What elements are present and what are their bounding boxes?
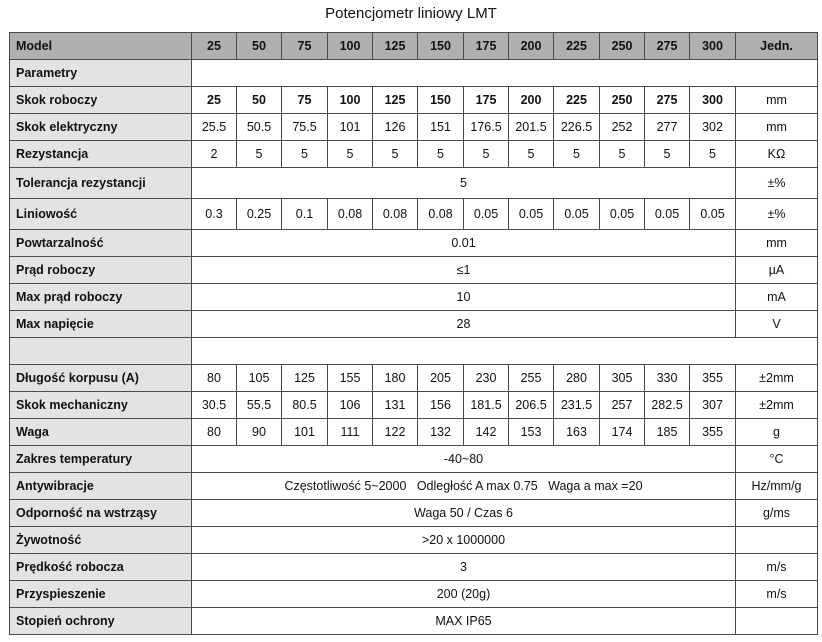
value-cell: 0.08 xyxy=(328,199,373,230)
value-cell: 176.5 xyxy=(464,114,509,141)
value-cell: 106 xyxy=(328,392,373,419)
merged-value-cell: -40~80 xyxy=(192,446,736,473)
table-row xyxy=(10,365,818,392)
merged-value-cell: 0.01 xyxy=(192,230,736,257)
row-label-skok-roboczy: Skok roboczy xyxy=(10,87,192,114)
table-row xyxy=(10,87,818,114)
row-label-przyspieszenie: Przyspieszenie xyxy=(10,581,192,608)
value-cell: 5 xyxy=(464,141,509,168)
value-cell: 5 xyxy=(645,141,690,168)
value-cell: 5 xyxy=(418,141,464,168)
unit-cell: g/ms xyxy=(736,500,818,527)
empty-cell xyxy=(192,60,818,87)
empty-cell xyxy=(192,338,818,365)
unit-cell: mA xyxy=(736,284,818,311)
row-label-parametry: Parametry xyxy=(10,60,192,87)
value-cell: 174 xyxy=(600,419,645,446)
row-label-zakres-temperatury: Zakres temperatury xyxy=(10,446,192,473)
value-cell: 25.5 xyxy=(192,114,237,141)
merged-value-cell: 5 xyxy=(192,168,736,199)
value-cell: 5 xyxy=(600,141,645,168)
value-cell: 355 xyxy=(690,365,736,392)
header-model-25: 25 xyxy=(192,33,237,60)
unit-cell: °C xyxy=(736,446,818,473)
table-row xyxy=(10,419,818,446)
row-label-liniowosc: Liniowość xyxy=(10,199,192,230)
unit-cell: µA xyxy=(736,257,818,284)
value-cell: 5 xyxy=(237,141,282,168)
value-cell: 0.08 xyxy=(373,199,418,230)
row-label-skok-elektryczny: Skok elektryczny xyxy=(10,114,192,141)
row-label-odpornosc: Odporność na wstrząsy xyxy=(10,500,192,527)
unit-cell: g xyxy=(736,419,818,446)
merged-value-cell: Częstotliwość 5~2000 Odległość A max 0.75 Waga a max =20 xyxy=(192,473,736,500)
row-label-prad-roboczy: Prąd roboczy xyxy=(10,257,192,284)
merged-value-cell: 10 xyxy=(192,284,736,311)
table-row xyxy=(10,581,818,608)
value-cell: 0.3 xyxy=(192,199,237,230)
unit-cell xyxy=(736,608,818,635)
unit-cell: ±2mm xyxy=(736,392,818,419)
header-model-250: 250 xyxy=(600,33,645,60)
value-cell: 2 xyxy=(192,141,237,168)
value-cell: 282.5 xyxy=(645,392,690,419)
value-cell: 101 xyxy=(328,114,373,141)
value-cell: 25 xyxy=(192,87,237,114)
value-cell: 125 xyxy=(282,365,328,392)
unit-cell: Hz/mm/g xyxy=(736,473,818,500)
value-cell: 252 xyxy=(600,114,645,141)
table-row xyxy=(10,168,818,199)
row-label-skok-mechaniczny: Skok mechaniczny xyxy=(10,392,192,419)
value-cell: 126 xyxy=(373,114,418,141)
table-row xyxy=(10,392,818,419)
table-row xyxy=(10,60,818,87)
row-label-zywotnosc: Żywotność xyxy=(10,527,192,554)
value-cell: 50 xyxy=(237,87,282,114)
header-model-300: 300 xyxy=(690,33,736,60)
value-cell: 80 xyxy=(192,419,237,446)
value-cell: 305 xyxy=(600,365,645,392)
value-cell: 142 xyxy=(464,419,509,446)
table-title: Potencjometr liniowy LMT xyxy=(325,5,497,22)
value-cell: 150 xyxy=(418,87,464,114)
value-cell: 0.05 xyxy=(509,199,554,230)
value-cell: 163 xyxy=(554,419,600,446)
value-cell: 156 xyxy=(418,392,464,419)
value-cell: 75 xyxy=(282,87,328,114)
row-label-dlugosc: Długość korpusu (A) xyxy=(10,365,192,392)
row-label-max-prad: Max prąd roboczy xyxy=(10,284,192,311)
merged-value-cell: 28 xyxy=(192,311,736,338)
table-row xyxy=(10,311,818,338)
value-cell: 50.5 xyxy=(237,114,282,141)
table-row xyxy=(10,114,818,141)
value-cell: 257 xyxy=(600,392,645,419)
value-cell: 132 xyxy=(418,419,464,446)
row-label-tolerancja: Tolerancja rezystancji xyxy=(10,168,192,199)
merged-value-cell: >20 x 1000000 xyxy=(192,527,736,554)
header-model-100: 100 xyxy=(328,33,373,60)
table-row xyxy=(10,500,818,527)
merged-value-cell: Waga 50 / Czas 6 xyxy=(192,500,736,527)
value-cell: 226.5 xyxy=(554,114,600,141)
table-row xyxy=(10,527,818,554)
value-cell: 75.5 xyxy=(282,114,328,141)
value-cell: 275 xyxy=(645,87,690,114)
value-cell: 280 xyxy=(554,365,600,392)
unit-cell: mm xyxy=(736,114,818,141)
value-cell: 185 xyxy=(645,419,690,446)
table-row xyxy=(10,446,818,473)
value-cell: 206.5 xyxy=(509,392,554,419)
value-cell: 0.25 xyxy=(237,199,282,230)
header-model-50: 50 xyxy=(237,33,282,60)
unit-cell: m/s xyxy=(736,581,818,608)
value-cell: 302 xyxy=(690,114,736,141)
value-cell: 230 xyxy=(464,365,509,392)
value-cell: 181.5 xyxy=(464,392,509,419)
value-cell: 0.08 xyxy=(418,199,464,230)
value-cell: 100 xyxy=(328,87,373,114)
value-cell: 0.05 xyxy=(464,199,509,230)
row-label-powtarzalnosc: Powtarzalność xyxy=(10,230,192,257)
unit-cell: mm xyxy=(736,230,818,257)
table-row xyxy=(10,199,818,230)
value-cell: 90 xyxy=(237,419,282,446)
merged-value-cell: ≤1 xyxy=(192,257,736,284)
header-model-200: 200 xyxy=(509,33,554,60)
header-unit: Jedn. xyxy=(736,33,818,60)
value-cell: 5 xyxy=(554,141,600,168)
row-label-empty xyxy=(10,338,192,365)
row-label-waga: Waga xyxy=(10,419,192,446)
value-cell: 80 xyxy=(192,365,237,392)
value-cell: 105 xyxy=(237,365,282,392)
value-cell: 201.5 xyxy=(509,114,554,141)
value-cell: 231.5 xyxy=(554,392,600,419)
spec-table xyxy=(9,32,818,635)
unit-cell: ±2mm xyxy=(736,365,818,392)
header-model-75: 75 xyxy=(282,33,328,60)
row-label-antywibracje: Antywibracje xyxy=(10,473,192,500)
unit-cell: m/s xyxy=(736,554,818,581)
value-cell: 122 xyxy=(373,419,418,446)
value-cell: 153 xyxy=(509,419,554,446)
header-model-225: 225 xyxy=(554,33,600,60)
unit-cell: ±% xyxy=(736,199,818,230)
table-row xyxy=(10,554,818,581)
value-cell: 5 xyxy=(282,141,328,168)
value-cell: 5 xyxy=(690,141,736,168)
table-row xyxy=(10,141,818,168)
table-row xyxy=(10,473,818,500)
table-row xyxy=(10,257,818,284)
merged-value-cell: MAX IP65 xyxy=(192,608,736,635)
table-row xyxy=(10,230,818,257)
unit-cell: KΩ xyxy=(736,141,818,168)
value-cell: 155 xyxy=(328,365,373,392)
merged-value-cell: 3 xyxy=(192,554,736,581)
value-cell: 5 xyxy=(509,141,554,168)
value-cell: 80.5 xyxy=(282,392,328,419)
value-cell: 300 xyxy=(690,87,736,114)
value-cell: 111 xyxy=(328,419,373,446)
value-cell: 0.05 xyxy=(645,199,690,230)
table-row xyxy=(10,284,818,311)
table-row xyxy=(10,338,818,365)
value-cell: 125 xyxy=(373,87,418,114)
value-cell: 277 xyxy=(645,114,690,141)
value-cell: 225 xyxy=(554,87,600,114)
value-cell: 5 xyxy=(373,141,418,168)
unit-cell: mm xyxy=(736,87,818,114)
value-cell: 355 xyxy=(690,419,736,446)
unit-cell: V xyxy=(736,311,818,338)
value-cell: 5 xyxy=(328,141,373,168)
row-label-predkosc: Prędkość robocza xyxy=(10,554,192,581)
header-model-125: 125 xyxy=(373,33,418,60)
header-model-label: Model xyxy=(10,33,192,60)
value-cell: 151 xyxy=(418,114,464,141)
unit-cell xyxy=(736,527,818,554)
value-cell: 0.05 xyxy=(690,199,736,230)
value-cell: 101 xyxy=(282,419,328,446)
row-label-rezystancja: Rezystancja xyxy=(10,141,192,168)
value-cell: 55.5 xyxy=(237,392,282,419)
value-cell: 0.05 xyxy=(554,199,600,230)
header-model-150: 150 xyxy=(418,33,464,60)
table-row xyxy=(10,608,818,635)
value-cell: 0.05 xyxy=(600,199,645,230)
value-cell: 0.1 xyxy=(282,199,328,230)
value-cell: 307 xyxy=(690,392,736,419)
value-cell: 250 xyxy=(600,87,645,114)
row-label-max-napiecie: Max napięcie xyxy=(10,311,192,338)
value-cell: 131 xyxy=(373,392,418,419)
header-row xyxy=(10,33,818,60)
header-model-175: 175 xyxy=(464,33,509,60)
value-cell: 255 xyxy=(509,365,554,392)
value-cell: 180 xyxy=(373,365,418,392)
value-cell: 175 xyxy=(464,87,509,114)
value-cell: 330 xyxy=(645,365,690,392)
value-cell: 30.5 xyxy=(192,392,237,419)
merged-value-cell: 200 (20g) xyxy=(192,581,736,608)
row-label-stopien-ochrony: Stopień ochrony xyxy=(10,608,192,635)
header-model-275: 275 xyxy=(645,33,690,60)
value-cell: 200 xyxy=(509,87,554,114)
unit-cell: ±% xyxy=(736,168,818,199)
value-cell: 205 xyxy=(418,365,464,392)
